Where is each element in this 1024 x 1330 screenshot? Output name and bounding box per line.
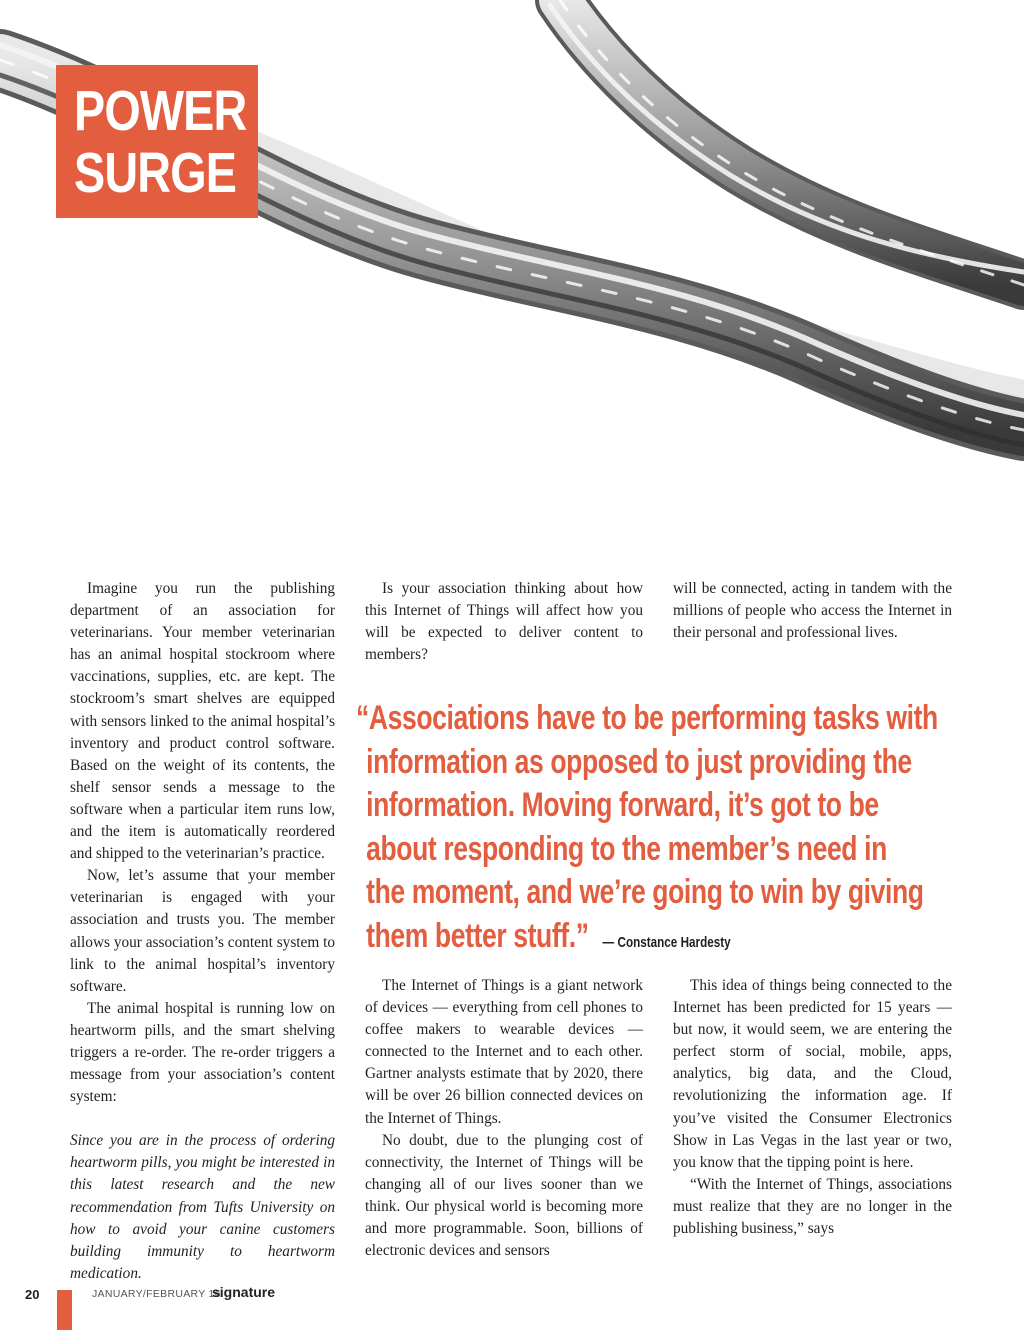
pull-quote-attribution: — Constance Hardesty: [602, 933, 731, 951]
pull-quote-line: the moment, and we’re going to win by giving: [366, 873, 924, 911]
column1-paragraph: Now, let’s assume that your member veterinarian is engaged with your association and trusts you. The member allows your association’s content system to link to the animal hospital’s inventory software.: [70, 867, 335, 995]
page-number: 20: [25, 1287, 40, 1302]
column-1: [70, 578, 335, 1285]
column3-paragraph: This idea of things being connected to the Internet has been predicted for 15 years — but now, it would seem, we are entering the perfect storm of social, mobile, apps, analytics, big data, and the Cloud, revolutionizing the information age. If you’ve visited the Consumer Electronics Show in Las Vegas in the last year or two, you know that the tipping point is here.: [673, 977, 952, 1171]
upper-rope: [550, 0, 1024, 285]
column-2-bottom: [365, 975, 643, 1262]
column-2-top: [365, 578, 643, 666]
footer-accent-bar: [57, 1290, 72, 1330]
pull-quote-line: “Associations have to be performing tasks with: [356, 699, 938, 737]
pull-quote-line: about responding to the member’s need in: [366, 829, 887, 868]
pull-quote-line: information as opposed to just providing the: [366, 742, 912, 781]
pull-quote-line: them better stuff.”: [366, 916, 589, 955]
column2-paragraph: No doubt, due to the plunging cost of connectivity, the Internet of Things will be changing all of our lives sooner than we think. Our physical world is becoming more and more programmable. Soon, billions of electronic devices and sensors: [365, 1131, 643, 1260]
issue-label: JANUARY/FEBRUARY 16: [92, 1288, 221, 1300]
title-line-2: SURGE: [74, 141, 237, 205]
column3-top-paragraph: will be connected, acting in tandem with the millions of people who access the Internet in their personal and professional lives.: [673, 580, 952, 642]
column3-paragraph: “With the Internet of Things, associations must realize that they are no longer in the publishing business,” says: [673, 1175, 952, 1238]
column1-paragraph: Imagine you run the publishing department of an association for veterinarians. Your member veterinarian has an animal hospital stockroom where vaccinations, supplies, etc. are kept. The stockroom’s smart shelves are equipped with sensors linked to the animal hospital’s inventory and product control software. Based on the weight of its contents, the shelf sensor sends a message to the software when a particular item runs low, and the item is automatically reordered and shipped to the veterinarian’s practice.: [70, 580, 335, 863]
pull-quote: [356, 697, 976, 964]
column1-paragraph: The animal hospital is running low on heartworm pills, and the smart shelving triggers a re-order. The re-order triggers a message from your association’s content system:: [70, 999, 335, 1106]
column2-paragraph: The Internet of Things is a giant network of devices — everything from cell phones to coffee makers to wearable devices — connected to the Internet and to each other. Gartner analysts estimate that by 2020, there will be over 26 billion connected devices on the Internet of Things.: [365, 977, 643, 1127]
column2-top-paragraph: Is your association thinking about how this Internet of Things will affect how you will be expected to deliver content to members?: [365, 580, 643, 664]
pull-quote-line: information. Moving forward, it’s got to be: [366, 786, 879, 824]
column-3-bottom: [673, 975, 952, 1240]
magazine-name: signature: [212, 1284, 276, 1300]
title-box: [56, 65, 258, 218]
column-3-top: [673, 578, 952, 644]
column1-italic-message: Since you are in the process of ordering heartworm pills, you might be interested in this latest research and the new recommendation from Tufts University on how to avoid your canine customers building immunity to heartworm medication.: [70, 1132, 335, 1282]
title-line-1: POWER: [74, 79, 247, 143]
